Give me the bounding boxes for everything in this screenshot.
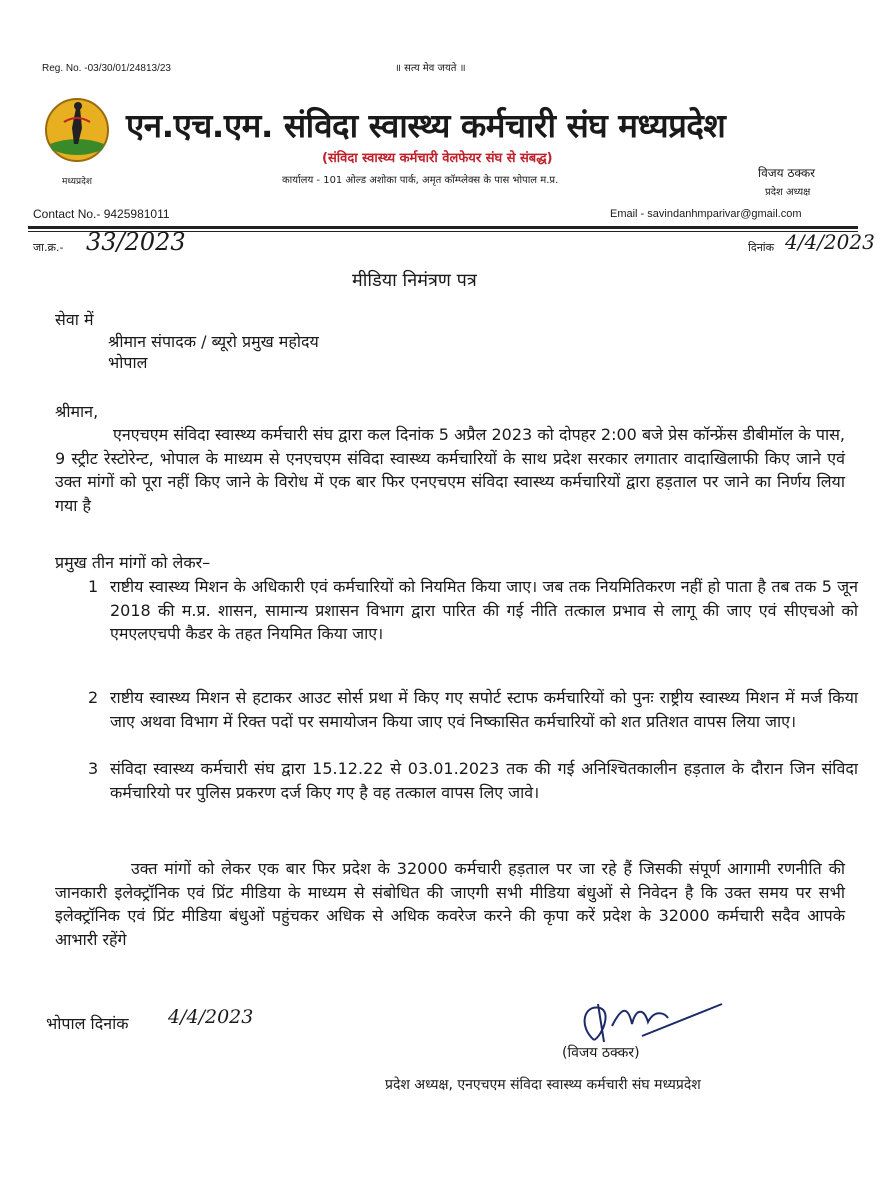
email-address: Email - savindanhmparivar@gmail.com: [610, 208, 802, 220]
salutation: श्रीमान,: [55, 402, 99, 421]
demand-number: 2: [88, 688, 99, 707]
date-label: दिनांक: [748, 241, 775, 254]
logo-label: मध्यप्रदेश: [61, 177, 92, 187]
place-date-label: भोपाल दिनांक: [46, 1014, 129, 1033]
letter-title: मीडिया निमंत्रण पत्र: [352, 270, 477, 291]
to-line-1: सेवा में: [55, 310, 94, 329]
org-logo: [44, 94, 110, 186]
affiliation: (संविदा स्वास्थ्य कर्मचारी वेलफेयर संघ से संबद्ध): [322, 151, 553, 166]
demand-number: 3: [88, 759, 99, 778]
logo-emblem-icon: [44, 94, 110, 168]
demand-item-1: [88, 575, 858, 646]
demand-item-3: [88, 757, 858, 804]
closing-paragraph: उक्त मांगों को लेकर एक बार फिर प्रदेश के 32000 कर्मचारी हड़ताल पर जा रहे हैं जिसकी संपूर्ण आगामी रणनीति की जानकारी इलेक्ट्रॉनिक एवं प्रिंट मीडिया के माध्यम से संबोधित की जाएगी सभी मीडिया बंधुओं से निवेदन है कि उक्त समय पर सभी इलेक्ट्रॉनिक एवं प्रिंट मीडिया बंधुओं पहुंचकर अधिक से अधिक कवरेज करने की कृपा करें प्रदेश के 32000 कर्मचारी सदैव आपके आभारी रहेंगे: [55, 859, 845, 949]
org-name: एन.एच.एम. संविदा स्वास्थ्य कर्मचारी संघ मध्यप्रदेश: [126, 106, 726, 145]
contact-number: Contact No.- 9425981011: [33, 207, 170, 221]
registration-number: Reg. No. -03/30/01/24813/23: [42, 63, 171, 74]
signature-icon: [572, 996, 732, 1050]
office-address: कार्यालय - 101 ओल्ड अशोका पार्क, अमृत कॉम्प्लेक्स के पास भोपाल म.प्र.: [282, 175, 559, 186]
to-line-2: श्रीमान संपादक / ब्यूरो प्रमुख महोदय: [108, 332, 319, 351]
ref-number: 33/2023: [86, 228, 186, 256]
demand-text: संविदा स्वास्थ्य कर्मचारी संघ द्वारा 15.12.22 से 03.01.2023 तक की गई अनिश्चितकालीन हड़ताल के दौरान जिन संविदा कर्मचारियो पर पुलिस प्रकरण दर्ज किए गए है वह तत्काल वापस लिए जावे।: [110, 759, 858, 802]
ref-label: जा.क्र.-: [33, 241, 64, 254]
demand-text: राष्टीय स्वास्थ्य मिशन के अधिकारी एवं कर्मचारियों को नियमित किया जाए। जब तक नियमितिकरण नहीं हो पाता है तब तक 5 जून 2018 की म.प्र. शासन, सामान्य प्रशासन विभाग द्वारा पारित की गई नीति तत्काल प्रभाव से लागू की जाए एवं सीएचओ को एमएलएचपी कैडर के तहत नियमित किया जाए।: [110, 577, 858, 644]
president-name: विजय ठक्कर: [758, 166, 816, 180]
demand-item-2: [88, 686, 858, 733]
date-value: 4/4/2023: [785, 230, 875, 254]
demand-number: 1: [88, 577, 99, 596]
signer-name: (विजय ठक्कर): [562, 1045, 640, 1061]
president-role: प्रदेश अध्यक्ष: [765, 187, 811, 198]
place-date-value: 4/4/2023: [168, 1006, 254, 1028]
signer-designation: प्रदेश अध्यक्ष, एनएचएम संविदा स्वास्थ्य कर्मचारी संघ मध्यप्रदेश: [385, 1077, 701, 1093]
demands-heading: प्रमुख तीन मांगों को लेकर–: [55, 553, 211, 572]
motto: ॥ सत्य मेव जयते ॥: [395, 63, 466, 74]
demand-text: राष्टीय स्वास्थ्य मिशन से हटाकर आउट सोर्स प्रथा में किए गए सपोर्ट स्टाफ कर्मचारियों को पुनः राष्ट्रीय स्वास्थ्य मिशन में मर्ज किया जाए अथवा विभाग में रिक्त पदों पर समायोजन किया जाए एवं निष्कासित कर्मचारियों को शत प्रतिशत वापस लिया जाए।: [110, 688, 858, 731]
to-line-3: भोपाल: [108, 353, 148, 372]
intro-paragraph: एनएचएम संविदा स्वास्थ्य कर्मचारी संघ द्वारा कल दिनांक 5 अप्रैल 2023 को दोपहर 2:00 बजे प्रेस कॉन्फ्रेंस डीबीमॉल के पास, 9 स्ट्रीट रेस्टोरेन्ट, भोपाल के माध्यम से एनएचएम संविदा स्वास्थ्य कर्मचारियों के साथ प्रदेश सरकार लगातार वादाखिलाफी किए जाने एवं उक्त मांगों को पूरा नहीं किए जाने के विरोध में एक बार फिर एनएचएम संविदा स्वास्थ्य कर्मचारियों द्वारा हड़ताल पर जाने का निर्णय लिया गया है: [55, 425, 845, 515]
